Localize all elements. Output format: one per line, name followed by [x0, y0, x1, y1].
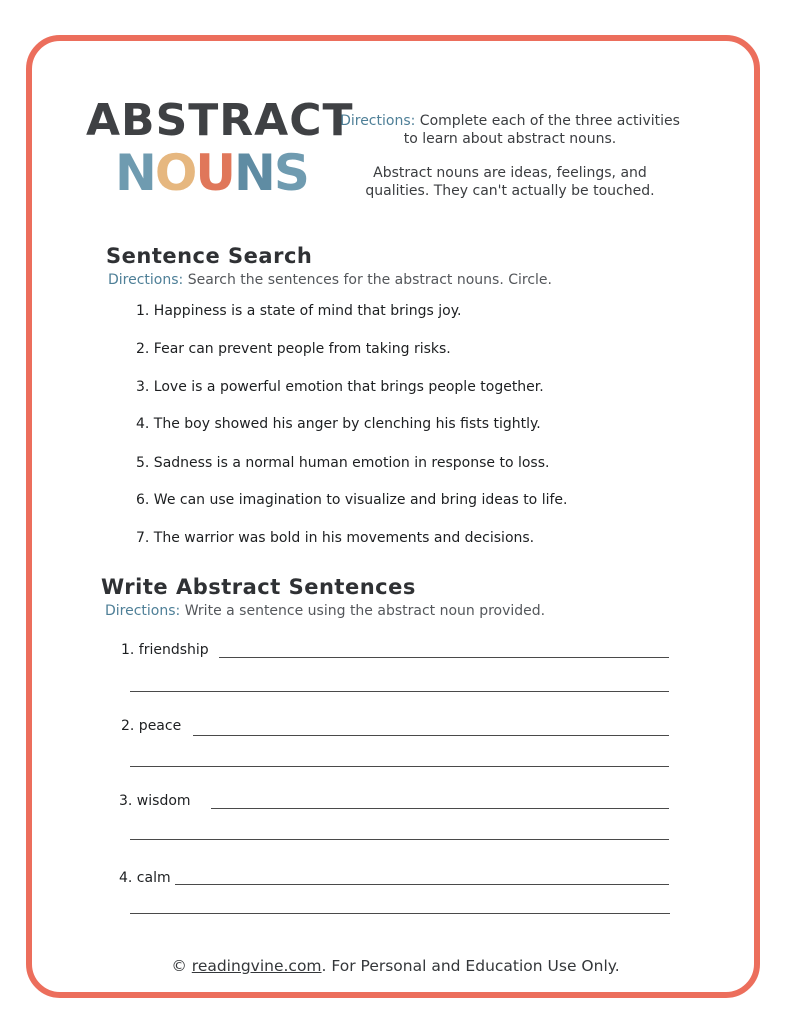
- intro-directions: [340, 112, 680, 148]
- directions-text: Complete each of the three activities to learn about abstract nouns.: [403, 113, 680, 147]
- section-title-write-sentences: Write Abstract Sentences: [101, 575, 416, 599]
- directions-text: Search the sentences for the abstract nouns. Circle.: [183, 272, 552, 288]
- answer-line[interactable]: [130, 766, 669, 767]
- prompt-peace: 2. peace: [121, 718, 182, 734]
- list-item: 7. The warrior was bold in his movements and decisions.: [136, 530, 535, 546]
- prompt-friendship: 1. friendship: [121, 642, 209, 658]
- footer-text: . For Personal and Education Use Only.: [321, 957, 620, 975]
- list-item: 4. The boy showed his anger by clenching his fists tightly.: [136, 416, 541, 432]
- logo-letter: U: [195, 144, 234, 202]
- list-item: 6. We can use imagination to visualize and bring ideas to life.: [136, 492, 568, 508]
- footer: [0, 957, 791, 975]
- answer-line[interactable]: [130, 691, 669, 692]
- list-item: 2. Fear can prevent people from taking risks.: [136, 341, 451, 357]
- directions-label: Directions:: [108, 272, 184, 288]
- answer-line[interactable]: [219, 657, 669, 658]
- answer-line[interactable]: [211, 808, 669, 809]
- logo-letter: N: [115, 144, 155, 202]
- readingvine-link[interactable]: readingvine.com: [191, 957, 322, 975]
- logo-title-nouns: [115, 144, 308, 202]
- copyright-symbol: ©: [171, 957, 192, 975]
- answer-line[interactable]: [130, 913, 670, 914]
- list-item: 3. Love is a powerful emotion that brings people together.: [136, 379, 544, 395]
- prompt-calm: 4. calm: [119, 870, 171, 886]
- write-sentences-directions: [105, 603, 545, 619]
- directions-label: Directions:: [105, 603, 181, 619]
- sentence-search-directions: [108, 272, 552, 288]
- directions-label: Directions:: [340, 113, 416, 129]
- answer-line[interactable]: [193, 735, 669, 736]
- list-item: 5. Sadness is a normal human emotion in response to loss.: [136, 455, 550, 471]
- prompt-wisdom: 3. wisdom: [119, 793, 191, 809]
- logo-letter: N: [233, 144, 274, 202]
- list-item: 1. Happiness is a state of mind that brings joy.: [136, 303, 462, 319]
- logo-letter: O: [154, 144, 196, 202]
- answer-line[interactable]: [175, 884, 669, 885]
- section-title-sentence-search: Sentence Search: [106, 244, 313, 268]
- directions-text: Write a sentence using the abstract noun provided.: [180, 603, 546, 619]
- intro-definition: Abstract nouns are ideas, feelings, and qualities. They can't actually be touched.: [365, 165, 655, 199]
- answer-line[interactable]: [130, 839, 669, 840]
- logo-letter: S: [273, 144, 308, 202]
- logo-title-abstract: ABSTRACT: [86, 95, 354, 146]
